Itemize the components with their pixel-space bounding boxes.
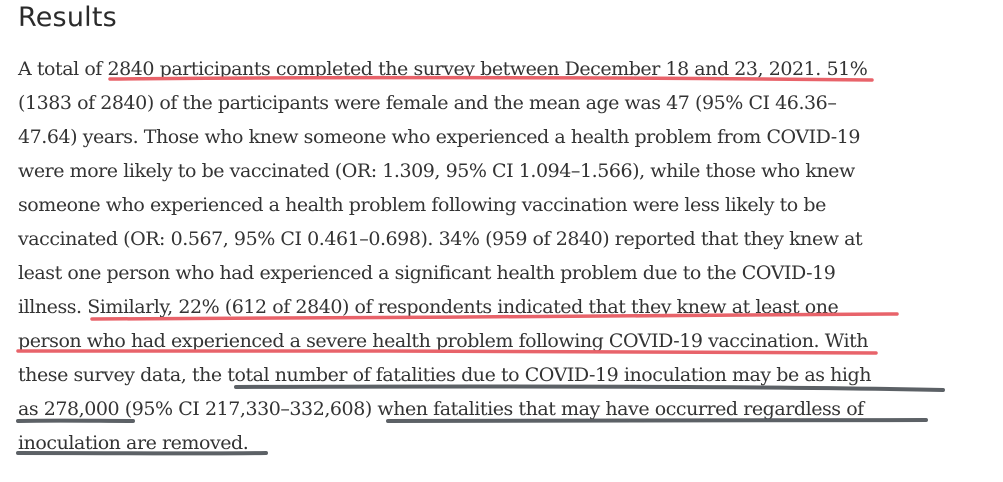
paragraph-line: were more likely to be vaccinated (OR: 1.309, 95% CI 1.094–1.566), while those who knew [18, 160, 855, 182]
paragraph-line: someone who experienced a health problem following vaccination were less likely to be [18, 194, 826, 216]
paragraph-line: illness. Similarly, 22% (612 of 2840) of respondents indicated that they knew at least one [18, 296, 839, 318]
section-heading: Results [18, 2, 117, 33]
paragraph-line: least one person who had experienced a significant health problem due to the COVID-19 [18, 262, 836, 284]
paragraph-line: person who had experienced a severe health problem following COVID-19 vaccination. With [18, 330, 869, 352]
paragraph-line: these survey data, the total number of fatalities due to COVID-19 inoculation may be as high [18, 364, 872, 386]
paragraph-line: inoculation are removed. [18, 432, 249, 454]
paragraph-line: (1383 of 2840) of the participants were female and the mean age was 47 (95% CI 46.36– [18, 92, 837, 114]
paragraph-line: 47.64) years. Those who knew someone who experienced a health problem from COVID-19 [18, 126, 861, 148]
paragraph-line: A total of 2840 participants completed the survey between December 18 and 23, 2021. 51% [18, 58, 868, 80]
paragraph-line: vaccinated (OR: 0.567, 95% CI 0.461–0.698). 34% (959 of 2840) reported that they knew at [18, 228, 863, 250]
paragraph-line: as 278,000 (95% CI 217,330–332,608) when fatalities that may have occurred regardless of [18, 398, 864, 420]
